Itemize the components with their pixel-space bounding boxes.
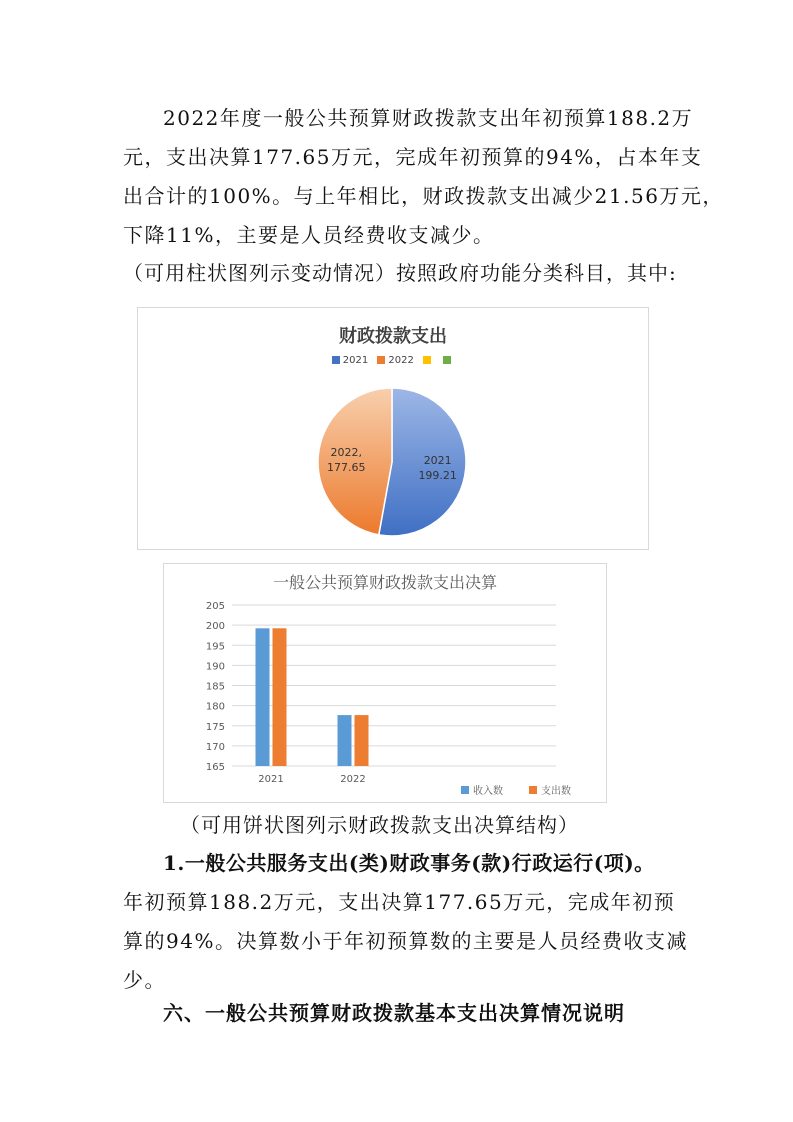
paragraph-line: 年初预算188.2万元，支出决算177.65万元，完成年初预 (123, 890, 676, 914)
x-tick-label: 2022 (340, 774, 366, 785)
pie-data-label: 177.65 (327, 460, 366, 474)
legend-label: 2021 (342, 355, 369, 366)
paragraph-line: 出合计的100%。与上年相比，财政拨款支出减少21.56万元， (123, 184, 724, 208)
y-tick-label: 170 (205, 741, 225, 753)
legend-label: 支出数 (541, 786, 571, 797)
bar-收入数-2022 (338, 715, 352, 766)
pie-data-label: 2021 (423, 454, 452, 468)
y-tick-label: 190 (205, 661, 225, 673)
y-tick-label: 165 (205, 762, 225, 773)
paragraph-line: 2022年度一般公共预算财政拨款支出年初预算188.2万 (163, 106, 694, 130)
bar-chart-container (163, 563, 607, 803)
section-heading: 六、一般公共预算财政拨款基本支出决算情况说明 (163, 1001, 625, 1025)
legend-label: 收入数 (473, 786, 503, 797)
paragraph-line: 元，支出决算177.65万元，完成年初预算的94%，占本年支 (123, 145, 703, 169)
y-tick-label: 175 (205, 721, 225, 733)
x-tick-label: 2021 (258, 774, 284, 785)
pie-chart-title: 财政拨款支出 (339, 326, 447, 347)
bar-chart-title: 一般公共预算财政拨款支出决算 (272, 573, 497, 592)
bar-chart-svg (164, 564, 606, 802)
paragraph-line: 下降11%，主要是人员经费收支减少。 (123, 223, 495, 247)
item-heading: 1.一般公共服务支出(类)财政事务(款)行政运行(项)。 (163, 851, 655, 875)
legend-swatch (529, 786, 537, 794)
pie-data-label: 2022, (330, 445, 363, 459)
pie-chart-svg (138, 308, 648, 549)
y-tick-label: 195 (205, 641, 225, 653)
bar-支出数-2022 (355, 715, 369, 766)
bar-收入数-2021 (256, 628, 270, 766)
legend-label: 2022 (388, 355, 414, 366)
pie-data-label: 199.21 (418, 469, 457, 483)
y-tick-label: 180 (205, 701, 225, 713)
pie-chart-container (137, 307, 649, 550)
paragraph-line: 算的94%。决算数小于年初预算数的主要是人员经费收支减 (123, 929, 688, 953)
paragraph-line: 少。 (123, 968, 166, 992)
note-line: （可用柱状图列示变动情况）按照政府功能分类科目，其中: (123, 261, 677, 285)
bar-支出数-2021 (273, 628, 287, 766)
y-tick-label: 185 (205, 681, 225, 693)
note-line: （可用饼状图列示财政拨款支出决算结构） (180, 813, 579, 837)
y-tick-label: 200 (205, 621, 225, 633)
legend-swatch (461, 786, 469, 794)
y-tick-label: 205 (205, 601, 225, 612)
